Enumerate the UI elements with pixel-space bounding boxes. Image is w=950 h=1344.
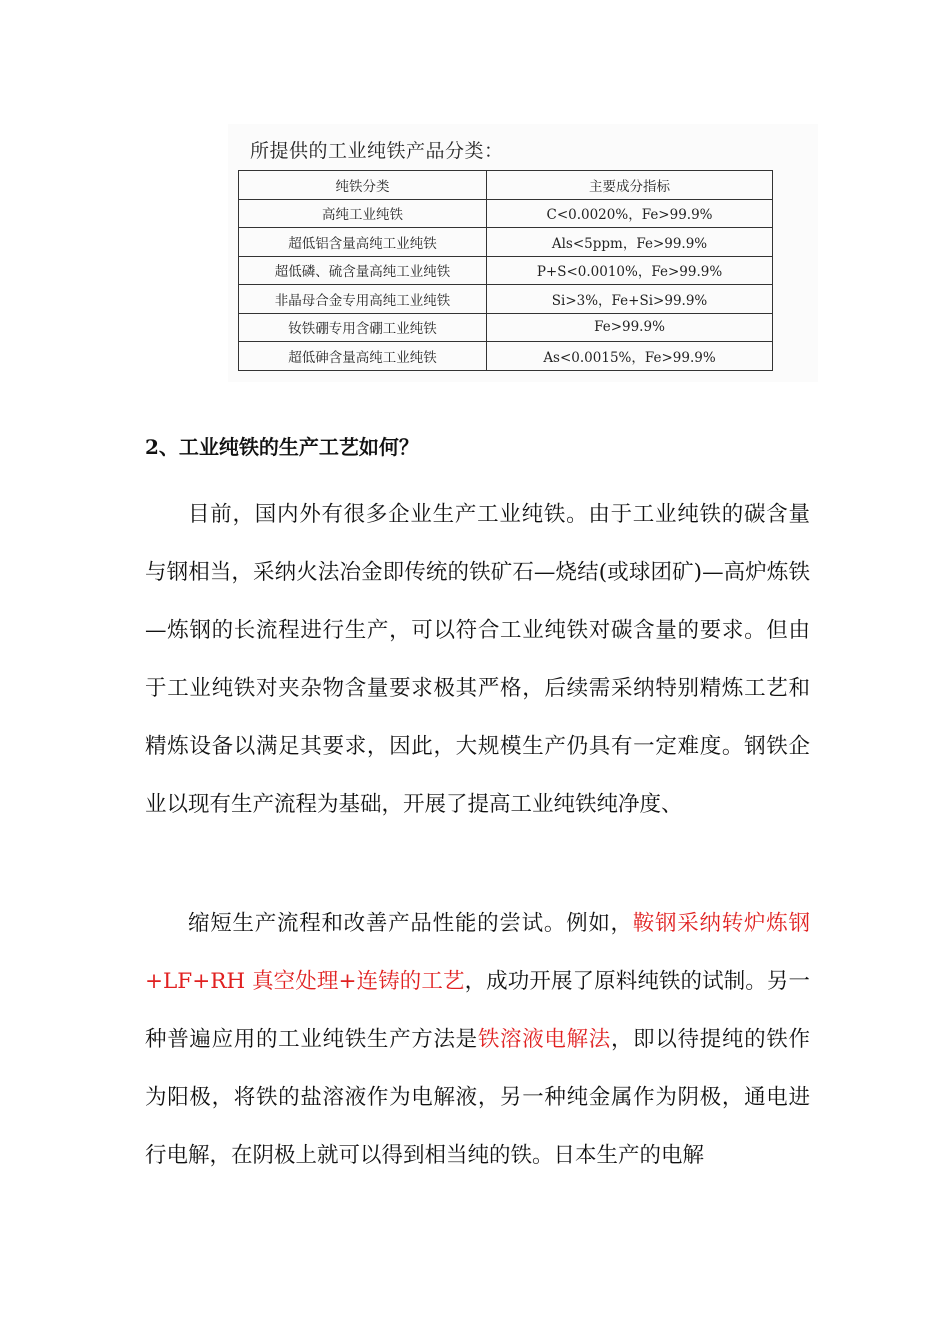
- table-header-row: [239, 171, 773, 200]
- figure-caption: 所提供的工业纯铁产品分类：: [250, 140, 504, 162]
- table-row: [239, 313, 773, 342]
- section-heading: 2、工业纯铁的生产工艺如何？: [145, 435, 419, 459]
- paragraph-text: 缩短生产流程和改善产品性能的尝试。例如，: [188, 911, 633, 936]
- paragraph-1: 目前，国内外有很多企业生产工业纯铁。由于工业纯铁的碳含量与钢相当，采纳火法冶金即传统的铁矿石—烧结(或球团矿)—高炉炼铁—炼钢的长流程进行生产，可以符合工业纯铁对碳含量的要求。但由于工业纯铁对夹杂物含量要求极其严格，后续需采纳特别精炼工艺和精炼设备以满足其要求，因此，大规模生产仍具有一定难度。钢铁企业以现有生产流程为基础，开展了提高工业纯铁纯净度、: [145, 502, 810, 817]
- table-row: [239, 256, 773, 285]
- table-cell: As<0.0015%，Fe>99.9%: [487, 342, 773, 371]
- table-cell: 非晶母合金专用高纯工业纯铁: [239, 285, 487, 314]
- table-cell: C<0.0020%，Fe>99.9%: [487, 199, 773, 228]
- table-row: [239, 342, 773, 371]
- table-cell: P+S<0.0010%，Fe>99.9%: [487, 256, 773, 285]
- highlighted-text: 鞍钢采纳转炉炼钢+LF+RH 真空处理+连铸的工艺: [145, 911, 810, 994]
- table-cell: 高纯工业纯铁: [239, 199, 487, 228]
- table-row: [239, 285, 773, 314]
- table-cell: 钕铁硼专用含硼工业纯铁: [239, 313, 487, 342]
- table-cell: Als<5ppm，Fe>99.9%: [487, 228, 773, 257]
- paragraph-2: [145, 895, 810, 1185]
- table-cell: 超低砷含量高纯工业纯铁: [239, 342, 487, 371]
- table-cell: Si>3%，Fe+Si>99.9%: [487, 285, 773, 314]
- column-header: 纯铁分类: [239, 171, 487, 200]
- highlighted-text: 铁溶液电解法: [477, 1027, 611, 1052]
- table-cell: 超低磷、硫含量高纯工业纯铁: [239, 256, 487, 285]
- table-cell: 超低铝含量高纯工业纯铁: [239, 228, 487, 257]
- classification-table: [238, 170, 773, 371]
- product-classification-figure: [228, 124, 818, 382]
- table-row: [239, 228, 773, 257]
- table-row: [239, 199, 773, 228]
- paragraph-text: ，成功开展了原料纯铁的试制。另一种普遍应用的工业纯铁生产方法是: [145, 969, 810, 1052]
- paragraph-text: ，即以待提纯的铁作为阳极，将铁的盐溶液作为电解液，另一种纯金属作为阴极，通电进行电解，在阴极上就可以得到相当纯的铁。日本生产的电解: [145, 1027, 810, 1168]
- column-header: 主要成分指标: [487, 171, 773, 200]
- table-cell: Fe>99.9%: [487, 313, 773, 342]
